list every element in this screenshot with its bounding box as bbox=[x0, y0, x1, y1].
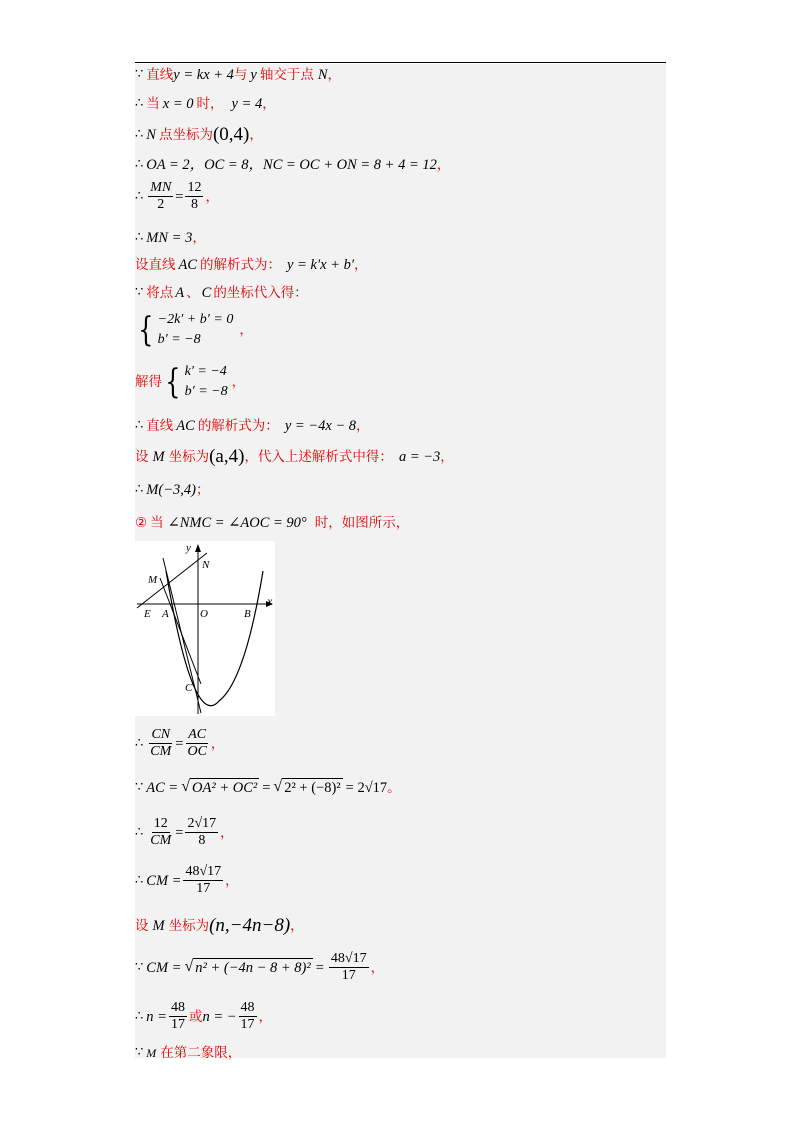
math: y = k′x + b′ bbox=[287, 257, 355, 273]
text: ， bbox=[210, 735, 225, 752]
math: AC bbox=[176, 418, 195, 434]
top-rule bbox=[135, 62, 666, 63]
text: 时， bbox=[196, 96, 224, 112]
math: = bbox=[315, 959, 324, 976]
line-19 bbox=[135, 917, 304, 935]
line-16 bbox=[135, 778, 401, 797]
equation-system: { k′ = −4 b′ = −8 bbox=[165, 362, 228, 402]
text: ， bbox=[354, 257, 368, 273]
math: n = bbox=[146, 1008, 167, 1025]
text: ， bbox=[205, 188, 219, 205]
line-18 bbox=[135, 864, 239, 897]
line-5 bbox=[135, 180, 219, 213]
text: 轴交于点 bbox=[259, 67, 314, 83]
square-root: √ n² + (−4n − 8 + 8)² bbox=[184, 958, 311, 976]
line-9 bbox=[135, 310, 253, 350]
therefore-symbol: ∴ bbox=[135, 872, 144, 888]
math: N bbox=[317, 67, 328, 83]
math: y = 4 bbox=[231, 96, 263, 112]
line-4 bbox=[135, 156, 450, 174]
text: 的解析式为： bbox=[200, 257, 282, 273]
fraction: $\frac{2√17}{8}$ bbox=[187, 816, 217, 848]
text: 时，如图所示， bbox=[314, 515, 410, 531]
parabola-curve bbox=[166, 571, 263, 706]
math: CM = bbox=[146, 872, 182, 889]
line-1 bbox=[135, 66, 341, 84]
fraction: $\frac{48}{17}$ bbox=[240, 1000, 255, 1032]
therefore-symbol: ∴ bbox=[135, 482, 144, 497]
text: ， bbox=[356, 418, 370, 434]
math: AC = bbox=[146, 779, 179, 796]
line-15 bbox=[135, 727, 224, 760]
text: 直线 bbox=[146, 418, 174, 434]
math: M bbox=[146, 1046, 157, 1060]
therefore-symbol: ∴ bbox=[135, 188, 144, 204]
math: = bbox=[175, 188, 184, 205]
line-11 bbox=[135, 417, 370, 435]
therefore-symbol: ∴ bbox=[135, 157, 144, 172]
math: CM = bbox=[146, 959, 182, 976]
label-b: B bbox=[244, 608, 251, 620]
text: ， bbox=[231, 374, 246, 390]
line-8 bbox=[135, 284, 308, 302]
math: ∠NMC = ∠AOC = 90° bbox=[167, 515, 307, 531]
text: ， bbox=[440, 449, 454, 465]
text: 设 bbox=[135, 918, 149, 934]
figure-svg bbox=[135, 541, 275, 716]
text: ， bbox=[262, 96, 276, 112]
text: 。 bbox=[387, 779, 401, 796]
text: ② bbox=[135, 515, 148, 531]
math: OA = 2，OC = 8，NC = OC + ON = 8 + 4 = 12 bbox=[146, 157, 437, 173]
math: A bbox=[175, 285, 185, 301]
because-symbol: ∵ bbox=[135, 1045, 144, 1060]
text: ， bbox=[327, 67, 342, 83]
line-12 bbox=[135, 448, 454, 466]
line-10 bbox=[135, 362, 245, 402]
math: AC bbox=[178, 257, 198, 273]
math: y bbox=[250, 67, 257, 83]
text: 当 bbox=[150, 515, 164, 531]
math: (a,4) bbox=[209, 446, 245, 467]
label-y: y bbox=[186, 542, 191, 554]
therefore-symbol: ∴ bbox=[135, 1008, 144, 1024]
text: 解得 bbox=[135, 374, 162, 390]
line-22 bbox=[135, 1044, 241, 1062]
parabola-figure bbox=[135, 541, 275, 716]
text: 坐标为 bbox=[168, 918, 210, 934]
math: = bbox=[175, 735, 184, 752]
math: = 2√17 bbox=[345, 779, 388, 796]
label-a: A bbox=[162, 608, 169, 620]
label-o: O bbox=[200, 608, 208, 620]
line-3 bbox=[135, 126, 263, 144]
math: (n,−4n−8) bbox=[209, 915, 291, 936]
math: y = kx + 4 bbox=[173, 67, 234, 83]
text: 、 bbox=[186, 285, 200, 301]
therefore-symbol: ∴ bbox=[135, 824, 144, 840]
therefore-symbol: ∴ bbox=[135, 230, 144, 245]
text: 设直线 bbox=[135, 257, 176, 273]
line-14 bbox=[135, 514, 409, 532]
fraction: $\frac{CN}{CM}$ bbox=[150, 727, 172, 759]
square-root: √ OA² + OC² bbox=[181, 778, 258, 796]
line-17 bbox=[135, 816, 234, 849]
text: 将点 bbox=[146, 285, 174, 301]
therefore-symbol: ∴ bbox=[135, 127, 144, 142]
equation-system: { −2k′ + b′ = 0 b′ = −8 bbox=[138, 310, 234, 350]
fraction: $\frac{12}{CM}$ bbox=[150, 816, 172, 848]
line-21 bbox=[135, 1000, 272, 1033]
because-symbol: ∵ bbox=[135, 67, 144, 82]
line-13 bbox=[135, 481, 209, 499]
fraction: $\frac{MN}{2}$ bbox=[150, 180, 172, 212]
math: n = − bbox=[202, 1008, 237, 1025]
text: 与 bbox=[233, 67, 248, 83]
text: 点坐标为 bbox=[158, 127, 213, 143]
math: a = −3 bbox=[398, 449, 441, 465]
math: = bbox=[262, 779, 271, 796]
fraction: $\frac{48}{17}$ bbox=[170, 1000, 185, 1032]
label-x: x bbox=[267, 594, 273, 608]
math: = bbox=[175, 824, 184, 841]
text: ， bbox=[220, 824, 234, 841]
text: 当 bbox=[146, 96, 160, 112]
fraction: $\frac{AC}{OC}$ bbox=[187, 727, 207, 759]
y-axis-arrow bbox=[195, 544, 201, 552]
label-e: E bbox=[144, 608, 151, 620]
math: MN = 3 bbox=[146, 230, 193, 246]
text: ， bbox=[436, 157, 451, 173]
line-6 bbox=[135, 229, 206, 247]
line-20 bbox=[135, 951, 384, 984]
therefore-symbol: ∴ bbox=[135, 735, 144, 751]
text: ， bbox=[192, 230, 206, 246]
text: ； bbox=[195, 482, 210, 498]
text: 的解析式为： bbox=[197, 418, 279, 434]
line-2 bbox=[135, 95, 276, 113]
math: M bbox=[152, 449, 165, 465]
text: ， bbox=[258, 1008, 273, 1025]
because-symbol: ∵ bbox=[135, 959, 144, 975]
math: M bbox=[152, 918, 165, 934]
line-7 bbox=[135, 256, 368, 274]
text: ， bbox=[249, 127, 263, 143]
text: ， bbox=[370, 959, 385, 976]
text: ， bbox=[290, 918, 304, 934]
fraction: $\frac{48√17}{17}$ bbox=[330, 951, 367, 983]
fraction: $\frac{48√17}{17}$ bbox=[185, 864, 222, 896]
math: C bbox=[201, 285, 212, 301]
text: ， bbox=[239, 322, 253, 338]
label-c: C bbox=[185, 682, 193, 694]
text: 在第二象限， bbox=[160, 1045, 242, 1061]
line-mc bbox=[160, 578, 201, 684]
label-m: M bbox=[148, 574, 158, 586]
fraction: $\frac{12}{8}$ bbox=[187, 180, 202, 212]
text: ， bbox=[225, 872, 239, 889]
therefore-symbol: ∴ bbox=[135, 418, 144, 433]
math: y = −4x − 8 bbox=[284, 418, 357, 434]
because-symbol: ∵ bbox=[135, 779, 144, 795]
math: N bbox=[146, 127, 156, 143]
text: 坐标为 bbox=[168, 449, 210, 465]
therefore-symbol: ∴ bbox=[135, 96, 144, 111]
because-symbol: ∵ bbox=[135, 285, 144, 300]
square-root: √ 2² + (−8)² bbox=[273, 778, 341, 796]
math: x = 0 bbox=[162, 96, 194, 112]
text: ，代入上述解析式中得： bbox=[244, 449, 393, 465]
text: 或 bbox=[188, 1008, 203, 1025]
text: 直线 bbox=[146, 67, 174, 83]
text: 的坐标代入得： bbox=[213, 285, 308, 301]
math: (0,4) bbox=[212, 124, 250, 145]
label-n: N bbox=[202, 559, 210, 571]
text: 设 bbox=[135, 449, 149, 465]
math: M(−3,4) bbox=[146, 482, 196, 498]
